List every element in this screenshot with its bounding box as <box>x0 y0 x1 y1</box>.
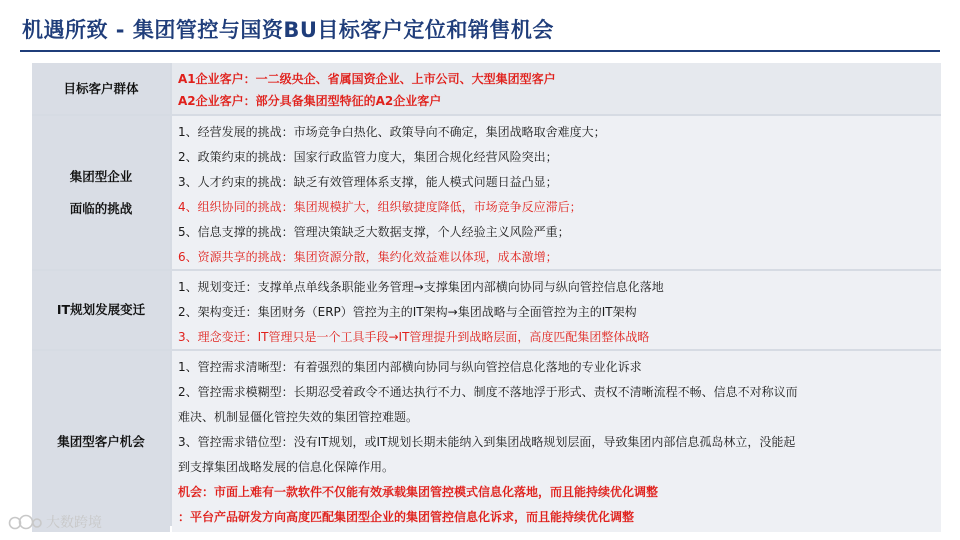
row-label-text: 集团型客户机会 <box>57 433 145 449</box>
content-line: 3、管控需求错位型：没有IT规划，或IT规划长期未能纳入到集团战略规划层面，导致集团内部信息孤岛林立，没能起 <box>178 435 796 449</box>
watermark <box>8 512 102 532</box>
row-label-text: IT规划发展变迁 <box>56 302 146 317</box>
content-line: 6、资源共享的挑战：集团资源分散，集约化效益难以体现，成本激增； <box>178 250 558 264</box>
page-title: 机遇所致 - 集团管控与国资BU目标客户定位和销售机会 <box>22 18 554 42</box>
content-line: 到支撑集团战略发展的信息化保障作用。 <box>178 460 395 474</box>
content-line: 2、管控需求模糊型：长期忍受着政令不通达执行不力、制度不落地浮于形式、责权不清晰流程不畅、信息不对称议而 <box>178 385 798 399</box>
content-line: 3、人才约束的挑战：缺乏有效管理体系支撑，能人模式问题日益凸显； <box>178 175 558 189</box>
content-line: 难决、机制显僵化管控失效的集团管控难题。 <box>178 410 419 424</box>
row-label <box>32 351 170 532</box>
row-content <box>172 271 941 349</box>
row-label-text: 集团型企业 <box>69 168 133 184</box>
content-line: 1、管控需求清晰型：有着强烈的集团内部横向协同与纵向管控信息化落地的专业化诉求 <box>178 360 642 374</box>
row-label-text: 面临的挑战 <box>69 200 133 216</box>
content-line: 机会：市面上难有一款软件不仅能有效承载集团管控模式信息化落地，而且能持续优化调整 <box>178 485 659 499</box>
content-line: 1、规划变迁：支撑单点单线条职能业务管理→支撑集团内部横向协同与纵向管控信息化落地 <box>178 280 664 294</box>
content-table <box>32 63 941 526</box>
content-line: A1企业客户：一二级央企、省属国资企业、上市公司、大型集团型客户 <box>178 72 556 86</box>
content-line: 4、组织协同的挑战：集团规模扩大，组织敏捷度降低，市场竞争反应滞后； <box>178 200 582 214</box>
content-line: A2企业客户：部分具备集团型特征的A2企业客户 <box>178 94 442 108</box>
content-line: 3、理念变迁：IT管理只是一个工具手段→IT管理提升到战略层面，高度匹配集团整体战略 <box>178 330 650 344</box>
content-line: 1、经营发展的挑战：市场竞争白热化、政策导向不确定，集团战略取舍难度大； <box>178 125 606 139</box>
row-content <box>172 116 941 269</box>
content-line: 2、架构变迁：集团财务（ERP）管控为主的IT架构→集团战略与全面管控为主的IT架构 <box>178 305 637 319</box>
watermark-logo-icon <box>8 513 42 531</box>
title-divider <box>20 50 940 52</box>
row-label <box>32 63 170 114</box>
row-content <box>172 351 941 532</box>
row-label <box>32 271 170 349</box>
content-line: ：平台产品研发方向高度匹配集团型企业的集团管控信息化诉求，而且能持续优化调整 <box>178 510 635 524</box>
row-label-text: 目标客户群体 <box>63 80 139 96</box>
content-line: 2、政策约束的挑战：国家行政监管力度大，集团合规化经营风险突出； <box>178 150 558 164</box>
watermark-text: 大数跨境 <box>46 515 102 531</box>
row-content <box>172 63 941 114</box>
content-line: 5、信息支撑的挑战：管理决策缺乏大数据支撑，个人经验主义风险严重； <box>178 225 570 239</box>
row-label <box>32 116 170 269</box>
